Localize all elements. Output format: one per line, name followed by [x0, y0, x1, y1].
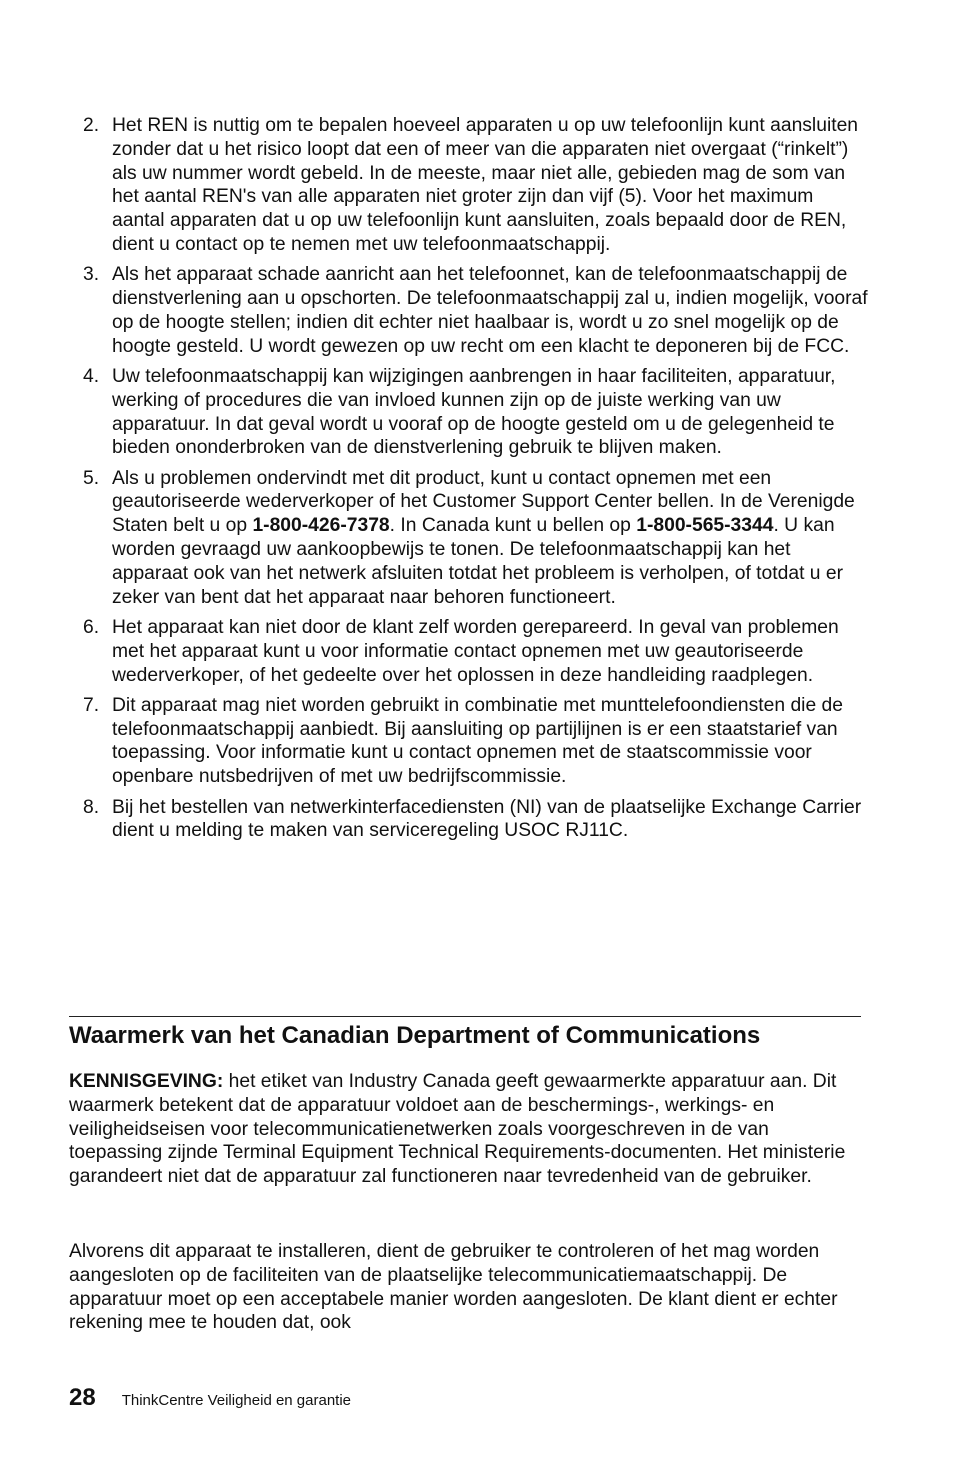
- list-item-text-part: . In Canada kunt u bellen op: [389, 515, 637, 537]
- list-item-text: Dit apparaat mag niet worden gebruikt in combinatie met munttelefoondiensten die de telefoonmaatschappij aanbiedt. Bij aansluiting op partijlijnen is er een staatstarief van toepassing. Voor informatie kunt u contact opnemen met de staatscommissie voor openbare nutsbedrijven of met uw bedrijfscommissie.: [112, 694, 843, 788]
- list-item-number: 2.: [83, 115, 100, 136]
- notice-paragraph: [69, 1070, 859, 1189]
- list-item-text: Het apparaat kan niet door de klant zelf worden gerepareerd. In geval van problemen met het apparaat kunt u voor informatie contact opnemen met uw geautoriseerde wederverkoper, of het gedeelte over het oplossen in deze handleiding raadplegen.: [112, 616, 839, 686]
- phone-number-canada: 1-800-565-3344: [636, 515, 774, 537]
- list-item: [70, 694, 870, 789]
- list-item-text: Als het apparaat schade aanricht aan het telefoonnet, kan de telefoonmaatschappij de dienstverlening aan u opschorten. De telefoonmaatschappij zal u, indien mogelijk, vooraf op de hoogte stellen; indien dit echter niet haalbaar is, wordt u zo snel mogelijk op de hoogte gesteld. U wordt gewezen op uw recht om een klacht te deponeren bij de FCC.: [112, 264, 868, 357]
- list-item: [70, 467, 870, 610]
- notice-label: KENNISGEVING:: [69, 1071, 224, 1092]
- section-divider: [69, 1016, 861, 1017]
- list-item-number: 4.: [83, 365, 100, 387]
- list-item-text: Uw telefoonmaatschappij kan wijzigingen aanbrengen in haar faciliteiten, apparatuur, werking of procedures die van invloed kunnen zijn op de juiste werking van uw apparatuur. In dat geval wordt u vooraf op de hoogte gesteld om u de gelegenheid te bieden ononderbroken van de dienstverlening gebruik te blijven maken.: [112, 365, 836, 459]
- list-item-number: 6.: [83, 616, 100, 638]
- list-item-text: Bij het bestellen van netwerkinterfacediensten (NI) van de plaatselijke Exchange Carrier dient u melding te maken van serviceregeling USOC RJ11C.: [112, 796, 862, 842]
- list-item-text: Het REN is nuttig om te bepalen hoeveel apparaten u op uw telefoonlijn kunt aansluiten zonder dat u het risico loopt dat een of meer van die apparaten niet overgaat (“rinkelt”) als uw nummer wordt gebeld. In de meeste, maar niet alle, gebieden mag de som van het aantal REN's van alle apparaten niet groter zijn dan vijf (5). Voor het maximum aantal apparaten dat u op uw telefoonlijn kunt aansluiten, zoals bepaald door de REN, dient u contact op te nemen met uw telefoonmaatschappij.: [112, 115, 859, 255]
- page-number: 28: [69, 1384, 96, 1411]
- page-footer: [69, 1384, 351, 1414]
- list-item: [70, 365, 870, 460]
- list-item: [70, 263, 870, 358]
- list-item-number: 8.: [83, 796, 100, 818]
- book-title: ThinkCentre Veiligheid en garantie: [121, 1392, 352, 1409]
- list-item-number: 7.: [83, 694, 100, 716]
- list-item-text-part: Als u problemen ondervindt met dit product, kunt u contact opnemen met een geautoriseerde wederverkoper of het Customer Support Center bellen. In de Verenigde Staten belt u op: [112, 467, 855, 537]
- list-item: [70, 616, 870, 687]
- list-item-number: 5.: [83, 467, 100, 489]
- list-item: [70, 114, 870, 257]
- list-item-number: 3.: [83, 264, 100, 286]
- installation-paragraph: Alvorens dit apparaat te installeren, dient de gebruiker te controleren of het mag worden aangesloten op de faciliteiten van de plaatselijke telecommunicatiemaatschappij. De apparatuur moet op een acceptabele manier worden aangesloten. De klant dient er echter rekening mee te houden dat, ook: [69, 1241, 838, 1334]
- numbered-list: [70, 114, 870, 850]
- list-item-text-part: . U kan worden gevraagd uw aankoopbewijs te tonen. De telefoonmaatschappij kan het apparaat ook van het netwerk afsluiten totdat het probleem is verholpen, of totdat u er zeker van bent dat het apparaat naar behoren functioneert.: [112, 515, 844, 608]
- list-item: [70, 796, 870, 844]
- notice-text: het etiket van Industry Canada geeft gewaarmerkte apparatuur aan. Dit waarmerk betekent dat de apparatuur voldoet aan de beschermings-, werkings- en veiligheidseisen voor telecommunicatienetwerken zoals voorgeschreven in de van toepassing zijnde Terminal Equipment Technical Requirements-documenten. Het ministerie garandeert niet dat de apparatuur zal functioneren naar tevredenheid van de gebruiker.: [69, 1071, 846, 1188]
- phone-number-us: 1-800-426-7378: [252, 515, 390, 537]
- section-heading: Waarmerk van het Canadian Department of Communications: [69, 1022, 761, 1049]
